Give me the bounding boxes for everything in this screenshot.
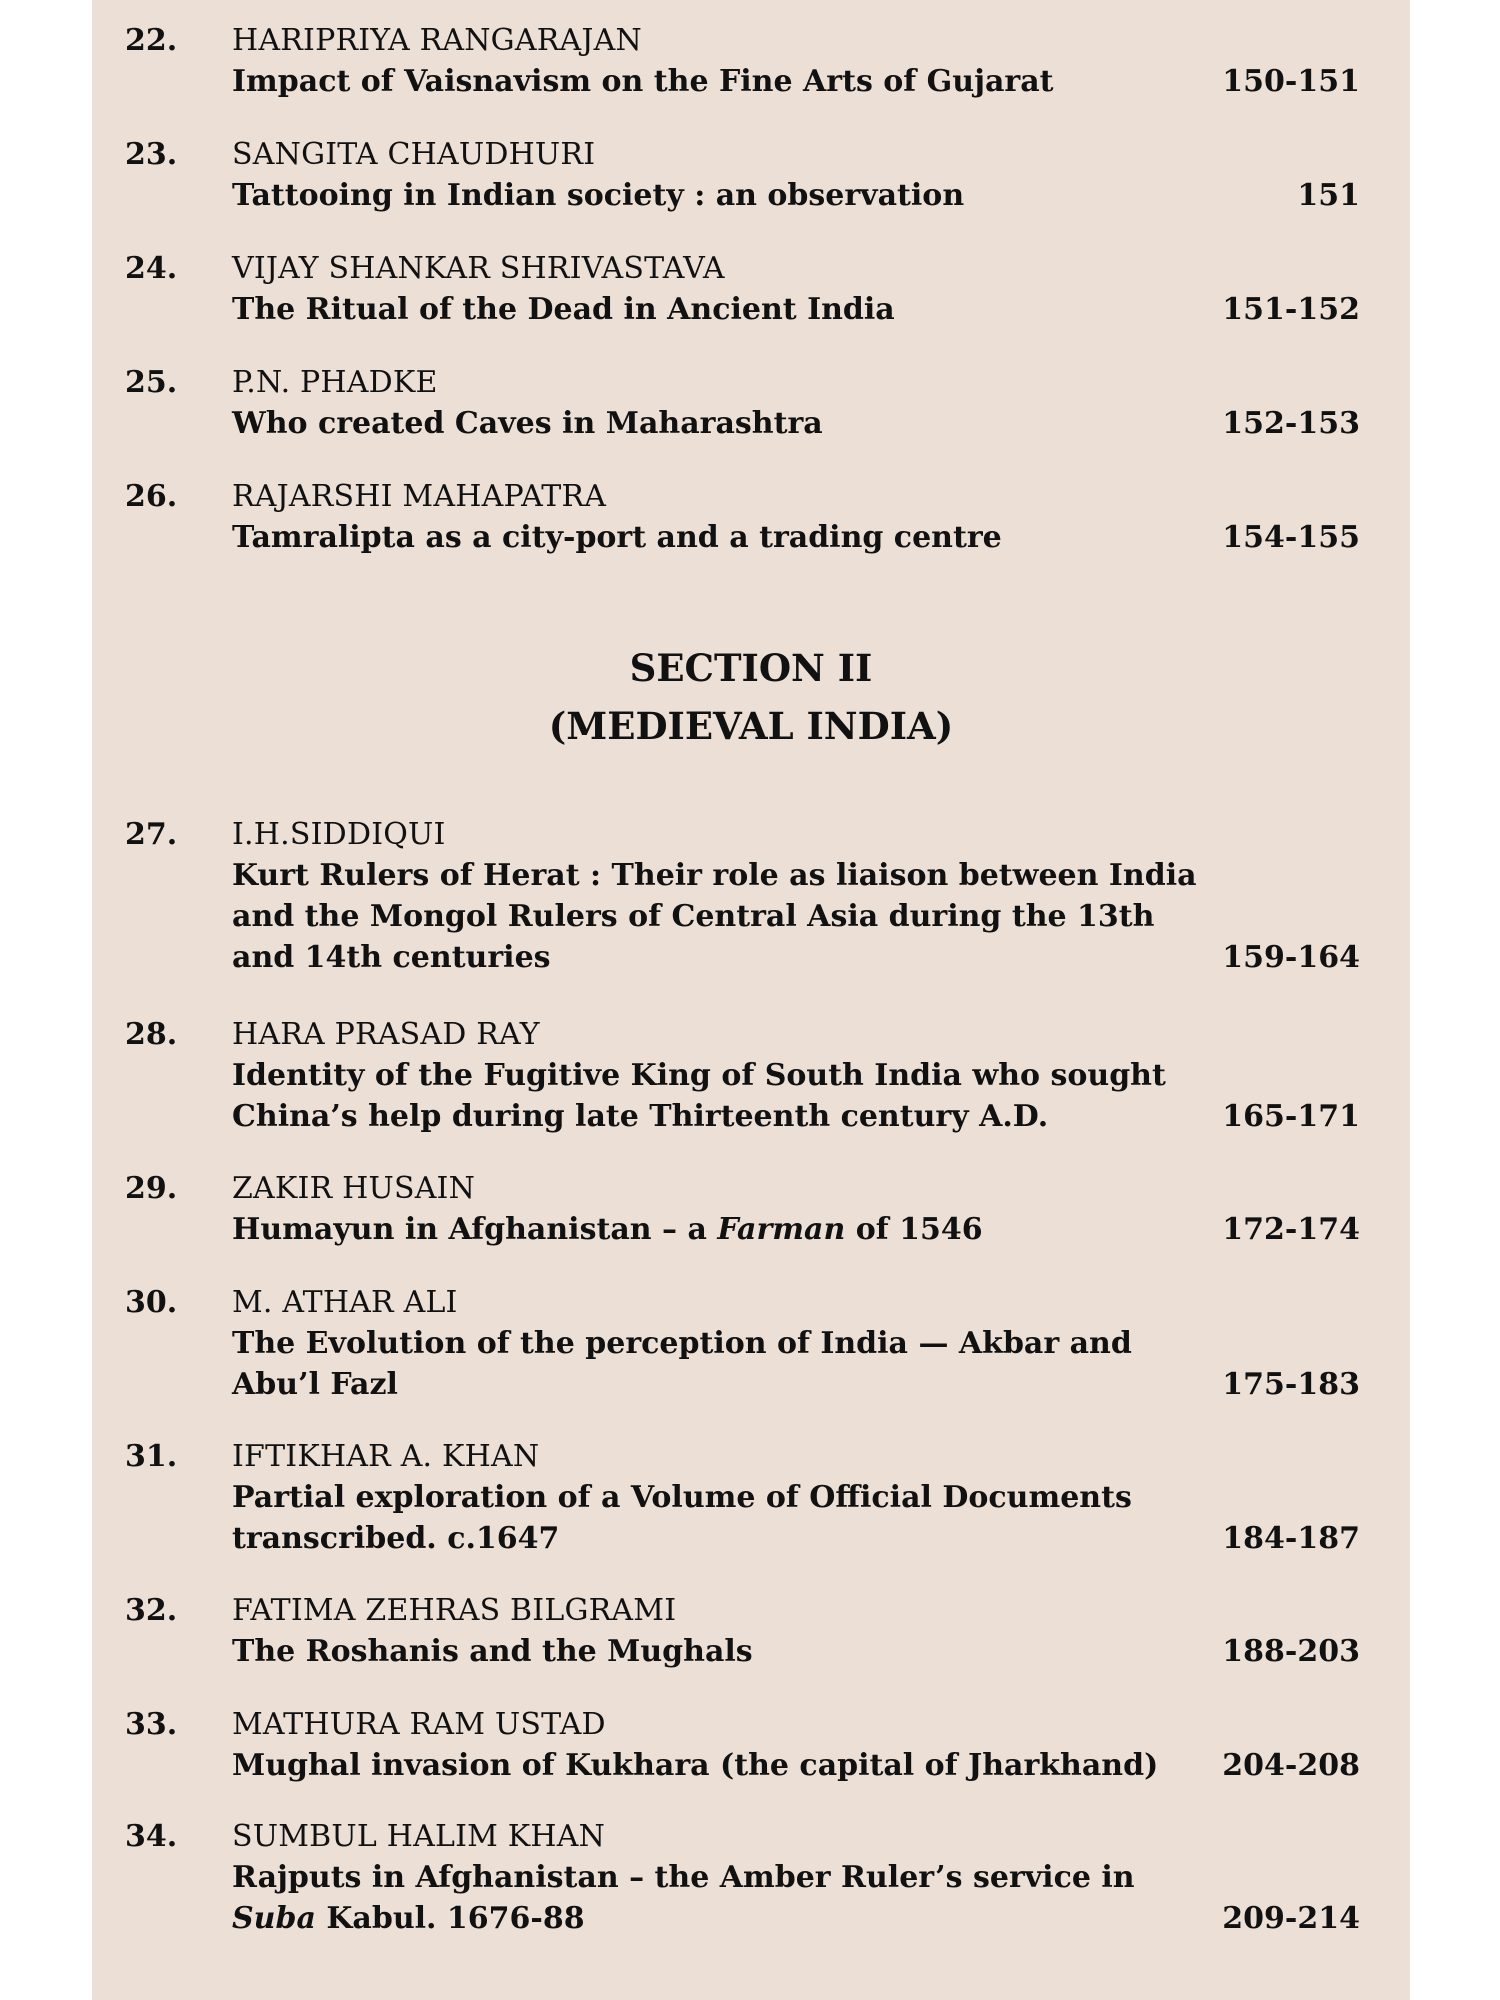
- toc-entry-27[interactable]: [92, 814, 1410, 978]
- entry-pages: 184-187: [1222, 1521, 1360, 1556]
- entry-author: P.N. PHADKE: [232, 365, 438, 400]
- entry-pages: 172-174: [1222, 1212, 1360, 1247]
- toc-entry-23[interactable]: [92, 134, 1410, 216]
- entry-author: HARA PRASAD RAY: [232, 1017, 540, 1052]
- entry-author: M. ATHAR ALI: [232, 1285, 458, 1320]
- entry-title: The Ritual of the Dead in Ancient India: [232, 292, 895, 327]
- entry-number: 30.: [125, 1285, 178, 1320]
- entry-author: HARIPRIYA RANGARAJAN: [232, 23, 642, 58]
- entry-title: Kurt Rulers of Herat : Their role as liaison between India and the Mongol Rulers of Central Asia during the 13th and 14th centuries: [232, 858, 1197, 975]
- entry-pages: 165-171: [1222, 1099, 1360, 1134]
- entry-pages: 151: [1297, 178, 1360, 213]
- entry-number: 25.: [125, 365, 178, 400]
- entry-title: The Evolution of the perception of India — Akbar and Abu’l Fazl: [232, 1326, 1132, 1402]
- entry-author: FATIMA ZEHRAS BILGRAMI: [232, 1593, 677, 1628]
- entry-number: 33.: [125, 1707, 178, 1742]
- section-subheading: (MEDIEVAL INDIA): [548, 704, 954, 748]
- entry-pages: 151-152: [1222, 292, 1360, 327]
- entry-author: VIJAY SHANKAR SHRIVASTAVA: [232, 251, 725, 286]
- entry-author: ZAKIR HUSAIN: [232, 1171, 476, 1206]
- entry-pages: 152-153: [1222, 406, 1360, 441]
- entry-author: IFTIKHAR A. KHAN: [232, 1439, 540, 1474]
- entry-title: Tattooing in Indian society : an observation: [232, 178, 965, 213]
- toc-entry-33[interactable]: [92, 1704, 1410, 1786]
- entry-title: Tamralipta as a city-port and a trading centre: [232, 520, 1002, 555]
- toc-entry-22[interactable]: [92, 20, 1410, 102]
- toc-entry-26[interactable]: [92, 476, 1410, 558]
- entry-title: Humayun in Afghanistan – a Farman of 1546: [232, 1212, 983, 1247]
- entry-number: 28.: [125, 1017, 178, 1052]
- entry-title: Identity of the Fugitive King of South India who sought China’s help during late Thirteenth century A.D.: [232, 1058, 1166, 1134]
- entry-pages: 209-214: [1222, 1901, 1360, 1936]
- entry-number: 22.: [125, 23, 178, 58]
- entry-pages: 154-155: [1222, 520, 1360, 555]
- entry-title: Partial exploration of a Volume of Official Documents transcribed. c.1647: [232, 1480, 1132, 1556]
- entry-title: Mughal invasion of Kukhara (the capital of Jharkhand): [232, 1748, 1159, 1783]
- entry-author: I.H.SIDDIQUI: [232, 817, 446, 852]
- toc-entry-32[interactable]: [92, 1590, 1410, 1672]
- toc-entry-31[interactable]: [92, 1436, 1410, 1559]
- entry-number: 32.: [125, 1593, 178, 1628]
- entry-number: 31.: [125, 1439, 178, 1474]
- entry-pages: 175-183: [1222, 1367, 1360, 1402]
- entry-author: RAJARSHI MAHAPATRA: [232, 479, 607, 514]
- entry-number: 24.: [125, 251, 178, 286]
- toc-entry-34[interactable]: [92, 1816, 1410, 1939]
- toc-entry-29[interactable]: [92, 1168, 1410, 1250]
- entry-title: The Roshanis and the Mughals: [232, 1634, 753, 1669]
- entry-number: 34.: [125, 1819, 178, 1854]
- entry-pages: 150-151: [1222, 64, 1360, 99]
- entry-author: SANGITA CHAUDHURI: [232, 137, 596, 172]
- toc-entry-25[interactable]: [92, 362, 1410, 444]
- entry-author: MATHURA RAM USTAD: [232, 1707, 606, 1742]
- entry-title: Rajputs in Afghanistan – the Amber Ruler’s service in Suba Kabul. 1676-88: [232, 1860, 1135, 1936]
- entry-number: 23.: [125, 137, 178, 172]
- entry-number: 27.: [125, 817, 178, 852]
- entry-pages: 159-164: [1222, 940, 1360, 975]
- entry-title: Who created Caves in Maharashtra: [232, 406, 823, 441]
- section-heading: SECTION II: [629, 646, 873, 690]
- toc-entry-28[interactable]: [92, 1014, 1410, 1137]
- book-page: [92, 0, 1410, 2000]
- entry-pages: 188-203: [1222, 1634, 1360, 1669]
- toc-entry-24[interactable]: [92, 248, 1410, 330]
- entry-number: 26.: [125, 479, 178, 514]
- entry-pages: 204-208: [1222, 1748, 1360, 1783]
- entry-author: SUMBUL HALIM KHAN: [232, 1819, 606, 1854]
- entry-number: 29.: [125, 1171, 178, 1206]
- toc-entry-30[interactable]: [92, 1282, 1410, 1405]
- entry-title: Impact of Vaisnavism on the Fine Arts of Gujarat: [232, 64, 1054, 99]
